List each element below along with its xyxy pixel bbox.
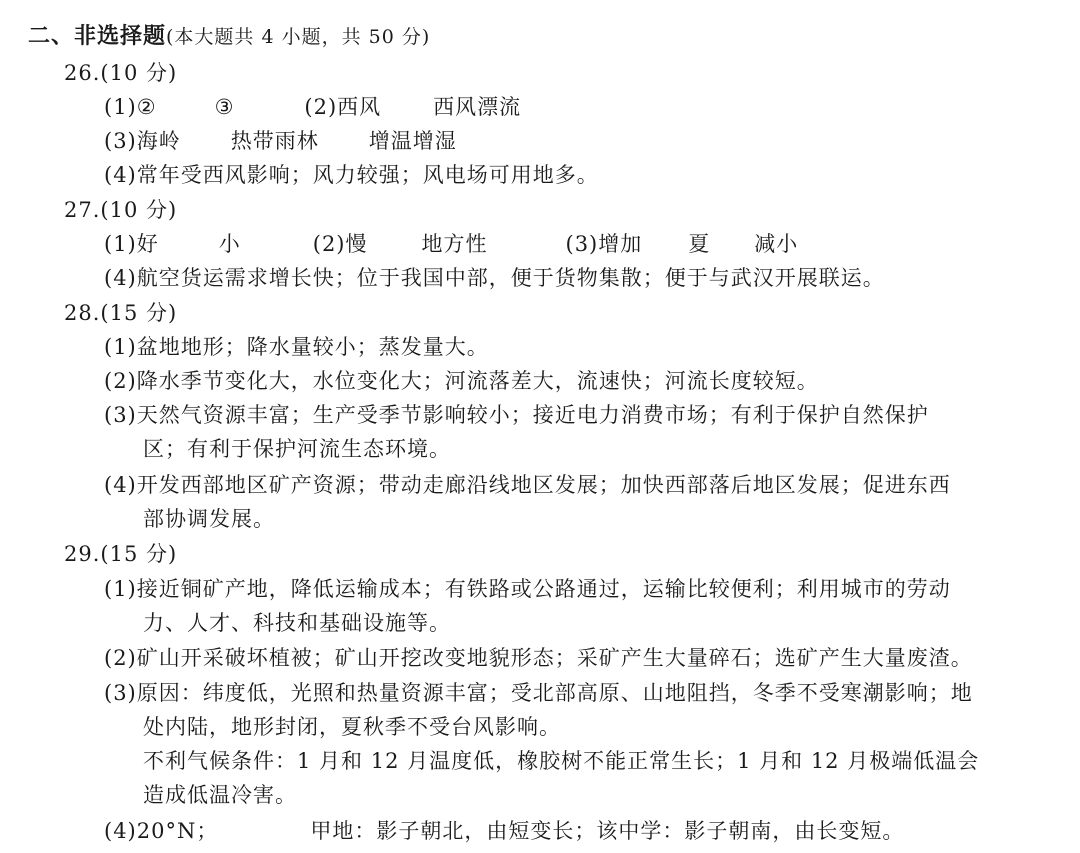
q29-p4b: 甲地：影子朝北，由短变长；该中学：影子朝南，由长变短。 [310,819,905,843]
q29-answer-2: (2)矿山开采破坏植被；矿山开挖改变地貌形态；采矿产生大量碎石；选矿产生大量废渣。 [104,646,973,670]
q26-p1b: ③ [214,95,235,119]
q29-answer-1-line1: (1)接近铜矿产地，降低运输成本；有铁路或公路通过，运输比较便利；利用城市的劳动 [104,577,951,601]
q28-answer-4-line2: 部协调发展。 [143,507,275,531]
q26-p3b: 热带雨林 [230,129,319,153]
q27-p1g: 减小 [754,232,799,256]
q27-p1a: (1)好 [104,232,159,256]
q28-answer-2: (2)降水季节变化大，水位变化大；河流落差大，流速快；河流长度较短。 [104,369,819,393]
q26-p1d: 西风漂流 [433,95,522,119]
q29-answer-3-line2: 处内陆，地形封闭，夏秋季不受台风影响。 [143,715,561,739]
q27-p1b: 小 [218,232,241,256]
q29-answer-1-line2: 力、人才、科技和基础设施等。 [143,611,451,635]
q27-p1f: 夏 [688,232,711,256]
q27-answer-1-3 [104,231,798,257]
q29-p4a: (4)20°N； [104,819,219,843]
q26-answer-4: (4)常年受西风影响；风力较强；风电场可用地多。 [104,163,599,187]
q29-answer-4 [104,818,904,844]
q29-answer-3-line4: 造成低温冷害。 [143,783,297,807]
q27-header: 27.(10 分) [64,198,178,222]
q28-answer-3-line2: 区；有利于保护河流生态环境。 [143,437,451,461]
q29-header: 29.(15 分) [64,542,178,566]
section-heading [28,24,430,50]
q27-p1e: (3)增加 [565,232,643,256]
q28-header: 28.(15 分) [64,301,178,325]
q27-p1d: 地方性 [421,232,488,256]
q26-p3c: 增温增湿 [368,129,457,153]
q28-answer-4-line1: (4)开发西部地区矿产资源；带动走廊沿线地区发展；加快西部落后地区发展；促进东西 [104,473,951,497]
section-note: (本大题共 4 小题，共 50 分) [166,26,431,48]
q29-answer-3-line1: (3)原因：纬度低，光照和热量资源丰富；受北部高原、山地阻挡，冬季不受寒潮影响；地 [104,681,973,705]
q28-answer-3-line1: (3)天然气资源丰富；生产受季节影响较小；接近电力消费市场；有利于保护自然保护 [104,403,929,427]
q26-header: 26.(10 分) [64,61,178,85]
q26-p1c: (2)西风 [304,95,382,119]
q27-p1c: (2)慢 [312,232,368,256]
q27-answer-4: (4)航空货运需求增长快；位于我国中部，便于货物集散；便于与武汉开展联运。 [104,266,885,290]
q29-answer-3-line3: 不利气候条件：1 月和 12 月温度低，橡胶树不能正常生长；1 月和 12 月极端低温会 [143,749,980,773]
section-title: 二、非选择题 [28,24,167,49]
q26-answer-1-2 [104,94,521,120]
q26-p3a: (3)海岭 [104,129,181,153]
q28-answer-1: (1)盆地地形；降水量较小；蒸发量大。 [104,335,489,359]
q26-answer-3 [104,128,457,154]
q26-p1a: (1)② [104,95,157,119]
